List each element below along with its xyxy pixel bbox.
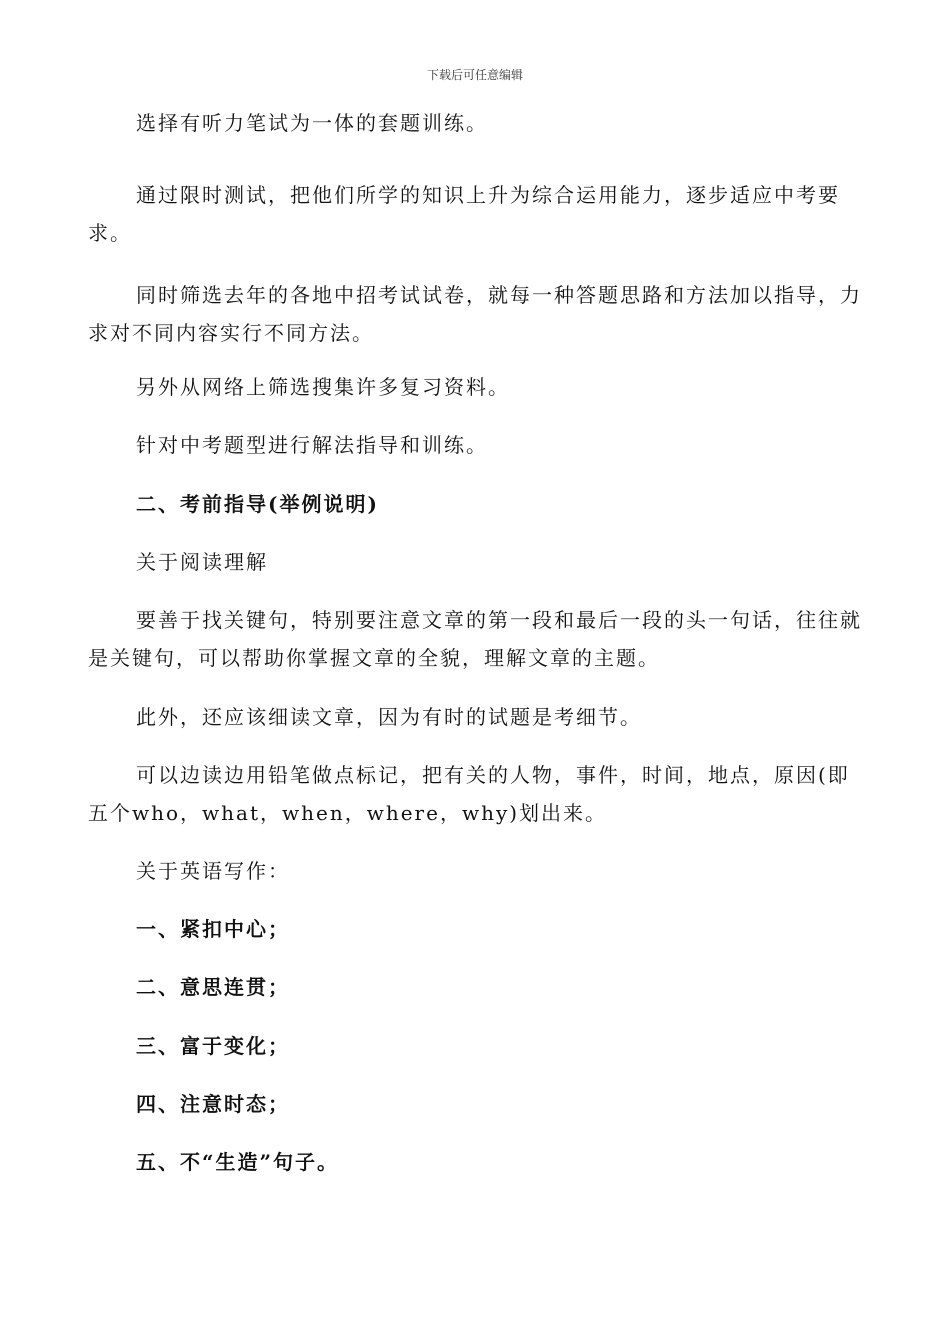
writing-tip-3: 三、富于变化；	[136, 1034, 290, 1058]
paragraph-1: 选择有听力笔试为一体的套题训练。	[136, 111, 488, 135]
paragraph-2: 通过限时测试，把他们所学的知识上升为综合运用能力，逐步适应中考要求。	[88, 183, 840, 245]
paragraph-mark-with-pencil: 可以边读边用铅笔做点标记，把有关的人物，事件，时间，地点，原因(即五个who，what，when，where，why)划出来。	[88, 763, 850, 825]
section-heading-exam-guidance: 二、考前指导(举例说明)	[136, 492, 379, 516]
paragraph-3: 同时筛选去年的各地中招考试试卷，就每一种答题思路和方法加以指导，力求对不同内容实行不同方法。	[88, 283, 862, 345]
subheading-english-writing: 关于英语写作：	[136, 859, 290, 883]
writing-tip-4: 四、注意时态；	[136, 1092, 290, 1116]
paragraph-4: 另外从网络上筛选搜集许多复习资料。	[136, 375, 510, 399]
writing-tip-5: 五、不“生造”句子。	[136, 1150, 340, 1174]
writing-tip-1: 一、紧扣中心；	[136, 917, 290, 941]
paragraph-read-details: 此外，还应该细读文章，因为有时的试题是考细节。	[136, 705, 642, 729]
page-header: 下载后可任意编辑	[426, 68, 523, 82]
subheading-reading-comprehension: 关于阅读理解	[136, 550, 268, 574]
paragraph-key-sentence: 要善于找关键句，特别要注意文章的第一段和最后一段的头一句话，往往就是关键句，可以帮助你掌握文章的全貌，理解文章的主题。	[88, 608, 862, 670]
writing-tip-2: 二、意思连贯；	[136, 975, 290, 999]
paragraph-5: 针对中考题型进行解法指导和训练。	[136, 433, 488, 457]
